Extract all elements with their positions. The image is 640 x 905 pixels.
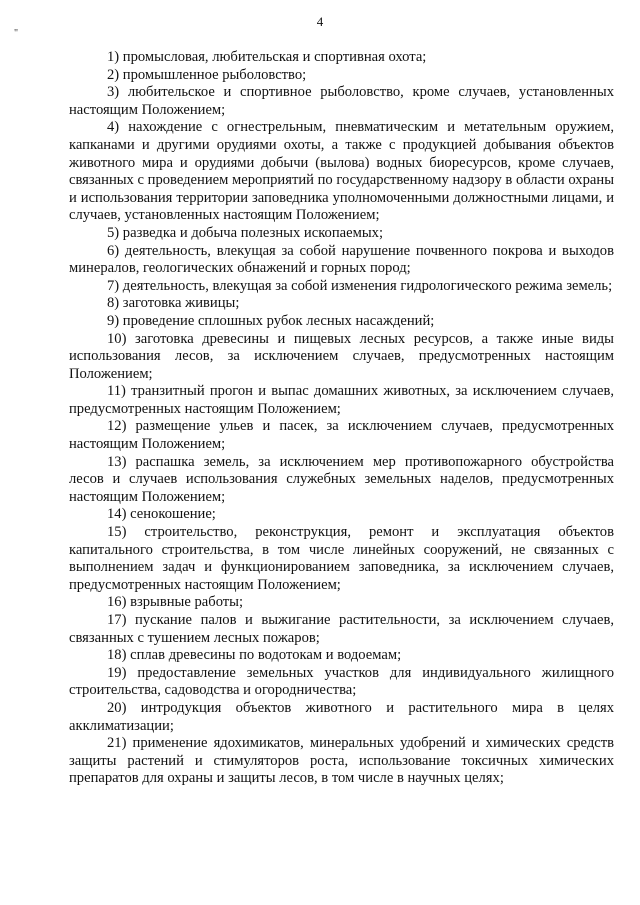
- list-item: 16) взрывные работы;: [107, 594, 244, 611]
- list-item: 11) транзитный прогон и выпас домашних животных, за исключением случаев, предусмотренных настоящим Положением;: [69, 383, 614, 417]
- list-item: 14) сенокошение;: [107, 506, 216, 523]
- list-item: 3) любительское и спортивное рыболовство, кроме случаев, установленных настоящим Положением;: [69, 84, 614, 118]
- list-item: 2) промышленное рыболовство;: [107, 66, 307, 83]
- list-item: 15) строительство, реконструкция, ремонт и эксплуатация объектов капитального строительства, в том числе линейных сооружений, не связанных с выполнением задач и функционированием заповедника, за исключением случаев, предусмотренных настоящим Положением;: [69, 524, 614, 593]
- scan-mark: ": [14, 28, 19, 39]
- list-item: 6) деятельность, влекущая за собой нарушение почвенного покрова и выходов минералов, геологических обнажений и горных пород;: [69, 242, 614, 277]
- list-item: 12) размещение ульев и пасек, за исключением случаев, предусмотренных настоящим Положением;: [69, 418, 614, 453]
- list-item: 9) проведение сплошных рубок лесных насаждений;: [107, 312, 435, 329]
- page-number: 4: [316, 14, 324, 29]
- list-item: 17) пускание палов и выжигание растительности, за исключением случаев, связанных с тушением лесных пожаров;: [69, 612, 614, 646]
- list-item: 19) предоставление земельных участков для индивидуального жилищного строительства, садоводства и огородничества;: [69, 664, 614, 699]
- list-item: 7) деятельность, влекущая за собой изменения гидрологического режима земель;: [107, 277, 613, 294]
- list-item: 21) применение ядохимикатов, минеральных удобрений и химических средств защиты растений и стимуляторов роста, использование токсичных химических препаратов для охраны и защиты лесов, в том числе в научных целях;: [69, 735, 614, 787]
- list-item: 4) нахождение с огнестрельным, пневматическим и метательным оружием, капканами и другими орудиями охоты, а также с продукцией добывания объектов животного мира и орудиями добычи (вылова) водных биоресурсов, кроме случаев, связанных с проведением мероприятий по государственному надзору в области охраны и использования территории заповедника уполномоченными должностными лицами, и случаев, установленных настоящим Положением;: [69, 119, 614, 224]
- list-item: 1) промысловая, любительская и спортивная охота;: [107, 49, 427, 65]
- list-item: 8) заготовка живицы;: [107, 295, 240, 312]
- list-item: 20) интродукция объектов животного и растительного мира в целях акклиматизации;: [69, 699, 614, 734]
- prohibited-activities-list: [69, 49, 614, 788]
- list-item: 18) сплав древесины по водотокам и водоемам;: [107, 647, 402, 664]
- list-item: 13) распашка земель, за исключением мер противопожарного обустройства лесов и случаев использования служебных земельных наделов, предусмотренных настоящим Положением;: [69, 453, 614, 505]
- list-item: 10) заготовка древесины и пищевых лесных ресурсов, а также иные виды использования лесов, за исключением случаев, предусмотренных настоящим Положением;: [69, 330, 614, 382]
- list-item: 5) разведка и добыча полезных ископаемых;: [107, 224, 383, 241]
